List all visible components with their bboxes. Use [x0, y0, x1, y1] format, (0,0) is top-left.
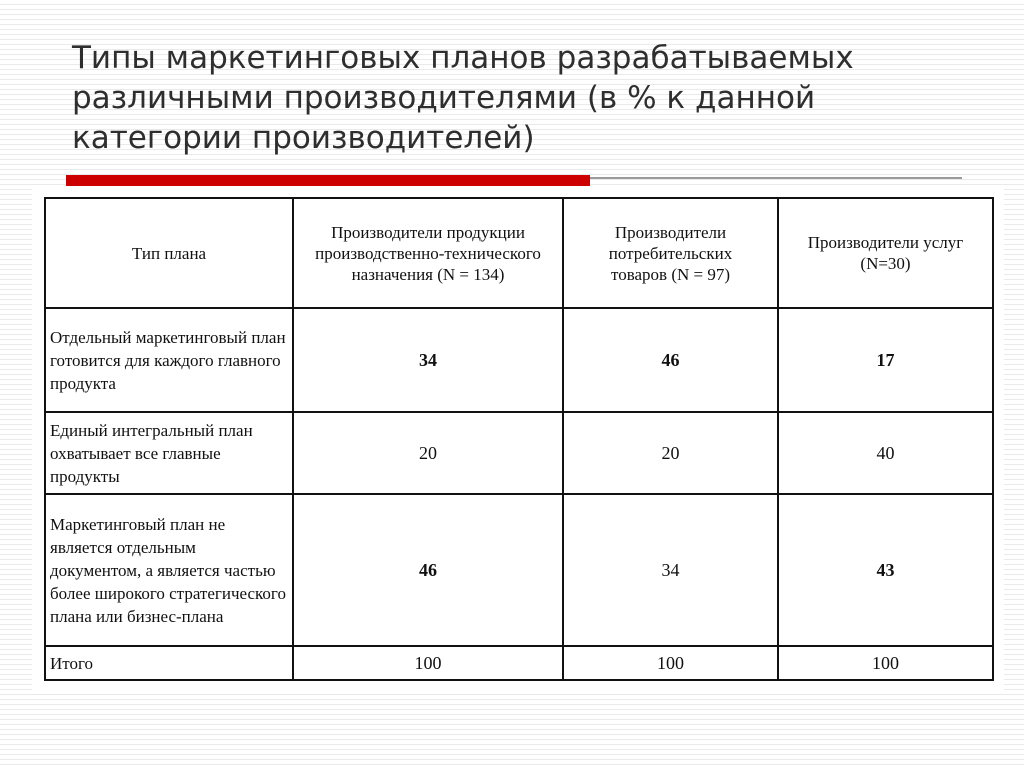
table-row — [45, 494, 993, 646]
cell-value: 34 — [293, 308, 563, 412]
row-label: Итого — [45, 646, 293, 680]
marketing-plans-table — [44, 197, 994, 681]
cell-value: 100 — [563, 646, 778, 680]
table-row — [45, 412, 993, 494]
header-industrial-producers: Производители продукции производственно-технического назначения (N = 134) — [293, 198, 563, 308]
cell-value: 20 — [293, 412, 563, 494]
header-service-producers: Производители услуг (N=30) — [778, 198, 993, 308]
cell-value: 40 — [778, 412, 993, 494]
header-plan-type: Тип плана — [45, 198, 293, 308]
cell-value: 34 — [563, 494, 778, 646]
header-row — [45, 198, 993, 308]
row-label: Маркетинговый план не является отдельным документом, а является частью более широкого стратегического плана или бизнес-плана — [45, 494, 293, 646]
title-accent-bar — [66, 175, 590, 186]
cell-value: 46 — [293, 494, 563, 646]
cell-value: 46 — [563, 308, 778, 412]
cell-value: 100 — [293, 646, 563, 680]
slide-title-line-1: Типы маркетинговых планов разрабатываемых — [72, 40, 854, 76]
row-label: Отдельный маркетинговый план готовится для каждого главного продукта — [45, 308, 293, 412]
title-divider-line — [590, 177, 962, 179]
cell-value: 17 — [778, 308, 993, 412]
slide-title-line-3: категории производителей) — [72, 120, 535, 156]
cell-value: 20 — [563, 412, 778, 494]
slide-title-line-2: различными производителями (в % к данной — [72, 80, 816, 116]
slide-title — [72, 38, 972, 158]
cell-value: 43 — [778, 494, 993, 646]
row-label: Единый интегральный план охватывает все главные продукты — [45, 412, 293, 494]
header-consumer-goods-producers: Производители потребительских товаров (N = 97) — [563, 198, 778, 308]
table-row — [45, 308, 993, 412]
table-row-total — [45, 646, 993, 680]
cell-value: 100 — [778, 646, 993, 680]
